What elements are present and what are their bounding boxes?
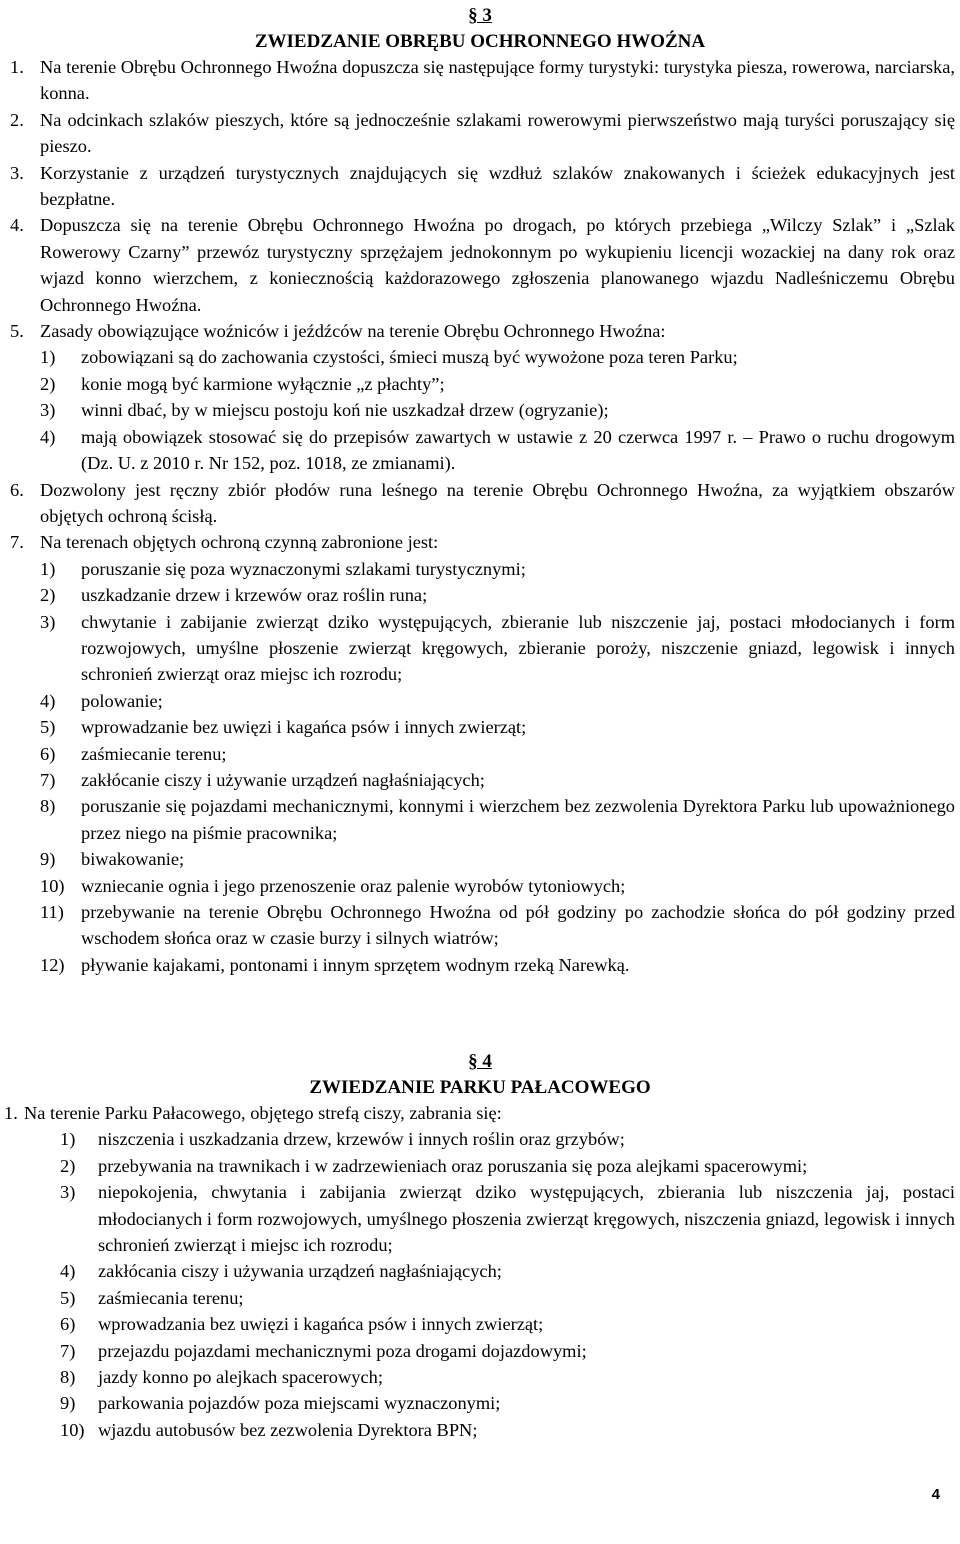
item-number: 5.: [10, 321, 24, 342]
subitem-number: 3): [60, 1182, 76, 1203]
sublist-item: [60, 1364, 955, 1390]
sublist-item: [40, 371, 955, 397]
sublist-item: [40, 424, 955, 477]
item-text: Dozwolony jest ręczny zbiór płodów runa leśnego na terenie Obrębu Ochronnego Hwoźna, za wyjątkiem obszarów objętych ochroną ścisłą.: [40, 479, 955, 526]
subitem-number: 7): [40, 769, 56, 790]
subitem-text: przebywania na trawnikach i w zadrzewieniach oraz poruszania się poza alejkami spacerowymi;: [98, 1155, 808, 1176]
sublist-item: [40, 714, 955, 740]
subitem-text: zaśmiecanie terenu;: [81, 743, 227, 764]
subitem-number: 10): [60, 1419, 85, 1440]
sublist-item-5: [10, 344, 955, 476]
subitem-number: 5): [40, 717, 56, 738]
item-number: 3.: [10, 162, 24, 183]
sublist-item: [60, 1126, 955, 1152]
item-number: 2.: [10, 109, 24, 130]
subitem-number: 12): [40, 954, 65, 975]
sublist-item: [40, 582, 955, 608]
subitem-number: 6): [40, 743, 56, 764]
subitem-text: zakłócania ciszy i używania urządzeń nagłaśniających;: [98, 1261, 502, 1282]
item-number: 4.: [10, 215, 24, 236]
sublist-item: [40, 397, 955, 423]
subitem-text: wprowadzania bez uwięzi i kagańca psów i innych zwierząt;: [98, 1314, 544, 1335]
section-3-sign: § 3: [468, 5, 492, 26]
sublist-item: [60, 1417, 955, 1443]
subitem-number: 8): [40, 796, 56, 817]
subitem-text: mają obowiązek stosować się do przepisów zawartych w ustawie z 20 czerwca 1997 r. – Prawo o ruchu drogowym (Dz. U. z 2010 r. Nr 152, poz. 1018, ze zmianami).: [81, 426, 955, 474]
list-item: [10, 160, 955, 213]
subitem-text: jazdy konno po alejkach spacerowych;: [98, 1367, 383, 1388]
sublist-item: [60, 1153, 955, 1179]
subitem-number: 4): [60, 1261, 76, 1282]
sublist-item: [40, 846, 955, 872]
subitem-number: 6): [60, 1314, 76, 1335]
subitem-text: wprowadzanie bez uwięzi i kagańca psów i innych zwierząt;: [81, 717, 527, 738]
subitem-number: 7): [60, 1340, 76, 1361]
list-item: [10, 54, 955, 107]
sublist-item: [40, 952, 955, 978]
item-text: Zasady obowiązujące woźniców i jeźdźców na terenie Obrębu Ochronnego Hwoźna:: [40, 321, 666, 342]
subitem-text: poruszanie się poza wyznaczonymi szlakami turystycznymi;: [81, 558, 526, 579]
item-number: 1.: [4, 1103, 18, 1123]
subitem-number: 2): [40, 373, 56, 394]
sublist-item: [40, 873, 955, 899]
list-item: [10, 212, 955, 318]
section-3-items: [10, 54, 955, 978]
sublist-item: [60, 1258, 955, 1284]
subitem-text: parkowania pojazdów poza miejscami wyznaczonymi;: [98, 1393, 501, 1414]
sublist-item: [60, 1179, 955, 1258]
sublist-item: [60, 1338, 955, 1364]
subitem-number: 1): [60, 1129, 76, 1150]
subitem-number: 8): [60, 1367, 76, 1388]
subitem-number: 4): [40, 690, 56, 711]
subitem-number: 2): [40, 585, 56, 606]
subitem-number: 11): [40, 902, 64, 922]
subitem-text: zobowiązani są do zachowania czystości, śmieci muszą być wywożone poza teren Parku;: [81, 347, 738, 368]
sublist-item: [40, 688, 955, 714]
sublist-item: [40, 741, 955, 767]
subitem-text: zaśmiecania terenu;: [98, 1287, 244, 1308]
subitem-number: 3): [40, 611, 56, 632]
item-text: Na odcinkach szlaków pieszych, które są jednocześnie szlakami rowerowymi pierwszeństwo mają turyści poruszający się pieszo.: [40, 109, 955, 157]
item-number: 7.: [10, 532, 24, 553]
item-text: Na terenie Obrębu Ochronnego Hwoźna dopuszcza się następujące formy turystyki: turystyka piesza, rowerowa, narciarska, konna.: [40, 57, 955, 104]
sublist-item-7: [10, 556, 955, 979]
item-text: Na terenie Parku Pałacowego, objętego strefą ciszy, zabrania się:: [24, 1103, 502, 1123]
subitem-number: 4): [40, 426, 56, 447]
subitem-text: niszczenia i uszkadzania drzew, krzewów i innych roślin oraz grzybów;: [98, 1129, 625, 1150]
subitem-text: polowanie;: [81, 690, 163, 711]
subitem-text: poruszanie się pojazdami mechanicznymi, konnymi i wierzchem bez zezwolenia Dyrektora Parku lub upoważnionego przez niego na piśmie pracownika;: [81, 796, 955, 843]
subitem-number: 1): [40, 347, 56, 368]
subitem-text: zakłócanie ciszy i używanie urządzeń nagłaśniających;: [81, 769, 485, 790]
list-item: [10, 529, 955, 555]
item-number: 1.: [10, 57, 24, 77]
subitem-text: biwakowanie;: [81, 849, 185, 870]
sublist-item: [40, 344, 955, 370]
sublist-item: [60, 1285, 955, 1311]
sublist-item: [40, 793, 955, 846]
subitem-text: konie mogą być karmione wyłącznie „z płachty”;: [81, 373, 445, 394]
list-item: [10, 477, 955, 530]
list-item: [4, 1100, 955, 1126]
subitem-text: niepokojenia, chwytania i zabijania zwierząt dziko występujących, zbierania lub niszczenia jaj, postaci młodocianych i form rozwojowych, umyślnego płoszenia zwierząt kręgowych, niszczenia gniazd, legowisk i innych schronień zwierząt i miejsc ich rozrodu;: [98, 1182, 955, 1256]
list-item: [10, 318, 955, 344]
section-4-sign: § 4: [468, 1051, 492, 1072]
subitem-number: 10): [40, 875, 65, 896]
item-text: Dopuszcza się na terenie Obrębu Ochronnego Hwoźna po drogach, po których przebiega „Wilczy Szlak” i „Szlak Rowerowy Czarny” przewóz turystyczny sprzężajem jednokonnym po wykupieniu licencji wozackiej na dany rok oraz wjazd konno wierzchem, z koniecznością każdorazowego zgłoszenia planowanego wjazdu Nadleśniczemu Obrębu Ochronnego Hwoźna.: [40, 215, 955, 315]
subitem-number: 3): [40, 400, 56, 421]
subitem-text: chwytanie i zabijanie zwierząt dziko występujących, zbieranie lub niszczenie jaj, postaci młodocianych i form rozwojowych, umyślne płoszenie zwierząt kręgowych, zbieranie poroży, niszczenie gniazd, legowisk i innych schronień zwierząt oraz miejsc ich rozrodu;: [81, 611, 955, 685]
section-4-items: [4, 1100, 955, 1443]
subitem-number: 5): [60, 1287, 76, 1308]
sublist-item: [40, 899, 955, 952]
subitem-number: 2): [60, 1155, 76, 1176]
list-item: [10, 107, 955, 160]
sublist-item: [40, 767, 955, 793]
subitem-number: 9): [60, 1393, 76, 1414]
subitem-text: winni dbać, by w miejscu postoju koń nie uszkadzał drzew (ogryzanie);: [81, 400, 609, 421]
sublist-item: [60, 1311, 955, 1337]
sublist-item: [40, 556, 955, 582]
subitem-text: uszkadzanie drzew i krzewów oraz roślin runa;: [81, 585, 428, 606]
page-number: 4: [931, 1486, 940, 1503]
item-text: Korzystanie z urządzeń turystycznych znajdujących się wzdłuż szlaków znakowanych i ścieżek edukacyjnych jest bezpłatne.: [40, 162, 955, 210]
subitem-number: 1): [40, 558, 56, 579]
subitem-text: wjazdu autobusów bez zezwolenia Dyrektora BPN;: [98, 1419, 478, 1440]
subitem-text: pływanie kajakami, pontonami i innym sprzętem wodnym rzeką Narewką.: [81, 954, 630, 975]
subitem-text: przebywanie na terenie Obrębu Ochronnego Hwoźna od pół godziny po zachodzie słońca do pół godziny przed wschodem słońca oraz w czasie burzy i silnych wiatrów;: [81, 902, 955, 949]
item-number: 6.: [10, 479, 24, 500]
section-4-title: ZWIEDZANIE PARKU PAŁACOWEGO: [309, 1077, 651, 1098]
subitem-number: 9): [40, 849, 56, 870]
subitem-text: przejazdu pojazdami mechanicznymi poza drogami dojazdowymi;: [98, 1340, 587, 1361]
sublist-item: [60, 1390, 955, 1416]
subitem-text: wzniecanie ognia i jego przenoszenie oraz palenie wyrobów tytoniowych;: [81, 875, 626, 896]
sublist-section-4: [4, 1126, 955, 1443]
section-3-title: ZWIEDZANIE OBRĘBU OCHRONNEGO HWOŹNA: [254, 31, 706, 52]
sublist-item: [40, 609, 955, 688]
item-text: Na terenach objętych ochroną czynną zabronione jest:: [40, 532, 439, 553]
